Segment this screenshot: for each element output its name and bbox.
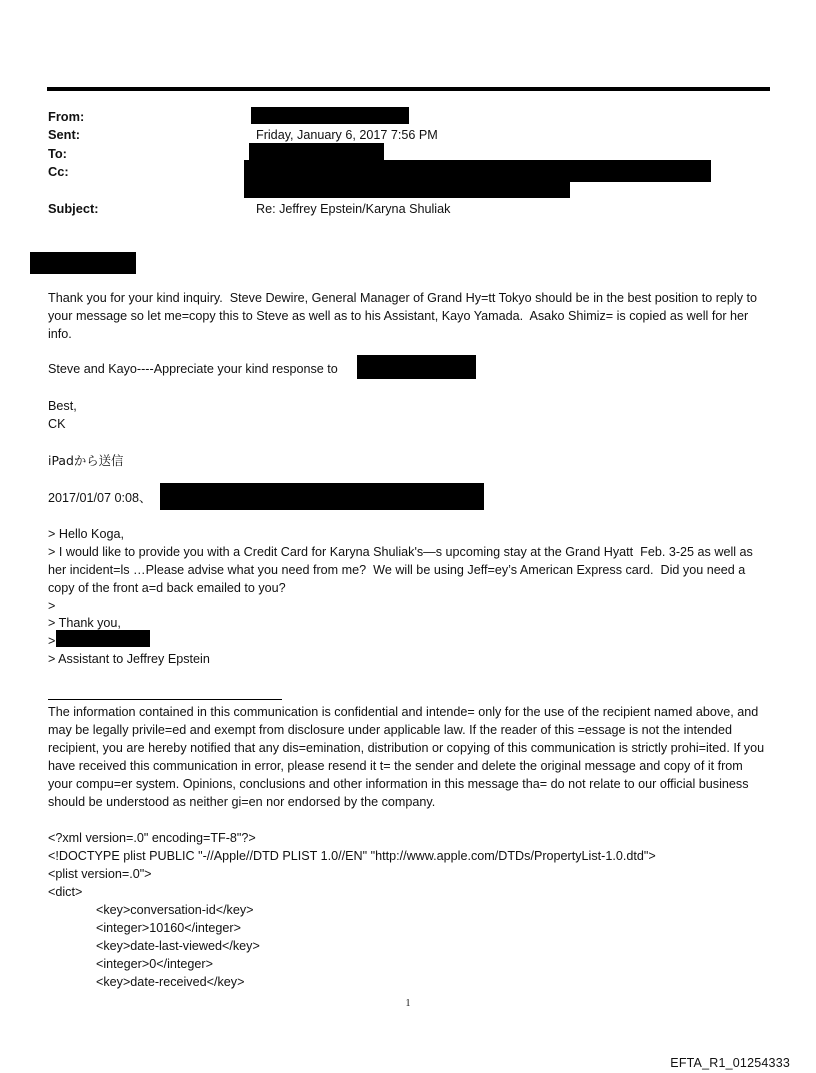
quote-line-thanks: > Thank you, <box>48 616 121 630</box>
xml-plist-open: <plist version=.0"> <box>48 867 152 881</box>
body-paragraph-2: Steve and Kayo----Appreciate your kind response to <box>48 362 338 376</box>
quote-line-signer-prefix: > <box>48 634 56 648</box>
bates-number: EFTA_R1_01254333 <box>670 1056 790 1070</box>
quote-line-body: > I would like to provide you with a Credit Card for Karyna Shuliak's—s upcoming stay at the Grand Hyatt Feb. 3-25 as well as her incident=ls …Please advise what you need from me? We will be using Jeff=ey’s American Express card. Did you need a copy of the front a=d back emailed to you? <box>48 545 757 595</box>
quote-line-title: > Assistant to Jeffrey Epstein <box>48 652 210 666</box>
xml-key-conversation-id: <key>conversation-id</key> <box>96 903 254 917</box>
signoff-initials: CK <box>48 417 66 431</box>
redaction-recipient-name <box>357 355 476 379</box>
redaction-cc-line1 <box>244 160 711 182</box>
xml-key-date-last-viewed: <key>date-last-viewed</key> <box>96 939 260 953</box>
xml-dict-open: <dict> <box>48 885 83 899</box>
confidentiality-disclaimer: The information contained in this communication is confidential and intende= only for the use of the recipient named above, and may be legally privile=ed and exempt from disclosure under applicable law. If the reader of this =essage is not the intended recipient, you are hereby notified that any dis=emination, distribution or copying of this communication is strictly prohi=ited. If you have received this communication in error, please resend it t= the sender and delete the original message and copy of it from your compu=er system. Opinions, conclusions and other information in this message tha= do not relate to our official business should be understood as neither gi=en nor endorsed by the company. <box>48 705 768 809</box>
xml-declaration: <?xml version=.0" encoding=TF-8"?> <box>48 831 256 845</box>
signoff-best: Best, <box>48 399 77 413</box>
disclaimer-rule <box>48 699 282 700</box>
from-label: From: <box>48 109 85 124</box>
ipad-sent-line: iPadから送信 <box>48 453 124 468</box>
xml-key-date-received: <key>date-received</key> <box>96 975 245 989</box>
xml-integer-conversation: <integer>10160</integer> <box>96 921 241 935</box>
redaction-signer <box>56 630 150 647</box>
redaction-to <box>249 143 384 161</box>
redaction-cc-line2 <box>244 181 570 198</box>
subject-value: Re: Jeffrey Epstein/Karyna Shuliak <box>256 202 451 216</box>
header-top-rule <box>47 87 770 91</box>
page-number: 1 <box>405 998 411 1009</box>
body-paragraph-1: Thank you for your kind inquiry. Steve Dewire, General Manager of Grand Hy=tt Tokyo should be in the best position to reply to your message so let me=copy this to Steve as well as to his Assistant, Kayo Yamada. Asako Shimiz= is copied as well for her info. <box>48 291 761 341</box>
subject-label: Subject: <box>48 201 99 216</box>
quote-line-greeting: > Hello Koga, <box>48 527 124 541</box>
cc-label: Cc: <box>48 164 69 179</box>
to-label: To: <box>48 146 67 161</box>
redaction-from <box>251 107 409 124</box>
sent-label: Sent: <box>48 127 80 142</box>
quote-date: 2017/01/07 0:08、 <box>48 491 152 505</box>
xml-integer-date-last-viewed: <integer>0</integer> <box>96 957 213 971</box>
quote-line-blank: > <box>48 599 56 613</box>
redaction-salutation <box>30 252 136 274</box>
xml-doctype: <!DOCTYPE plist PUBLIC "-//Apple//DTD PLIST 1.0//EN" "http://www.apple.com/DTDs/PropertyList-1.0.dtd"> <box>48 849 656 863</box>
redaction-quote-sender <box>160 483 484 510</box>
sent-value: Friday, January 6, 2017 7:56 PM <box>256 128 438 142</box>
